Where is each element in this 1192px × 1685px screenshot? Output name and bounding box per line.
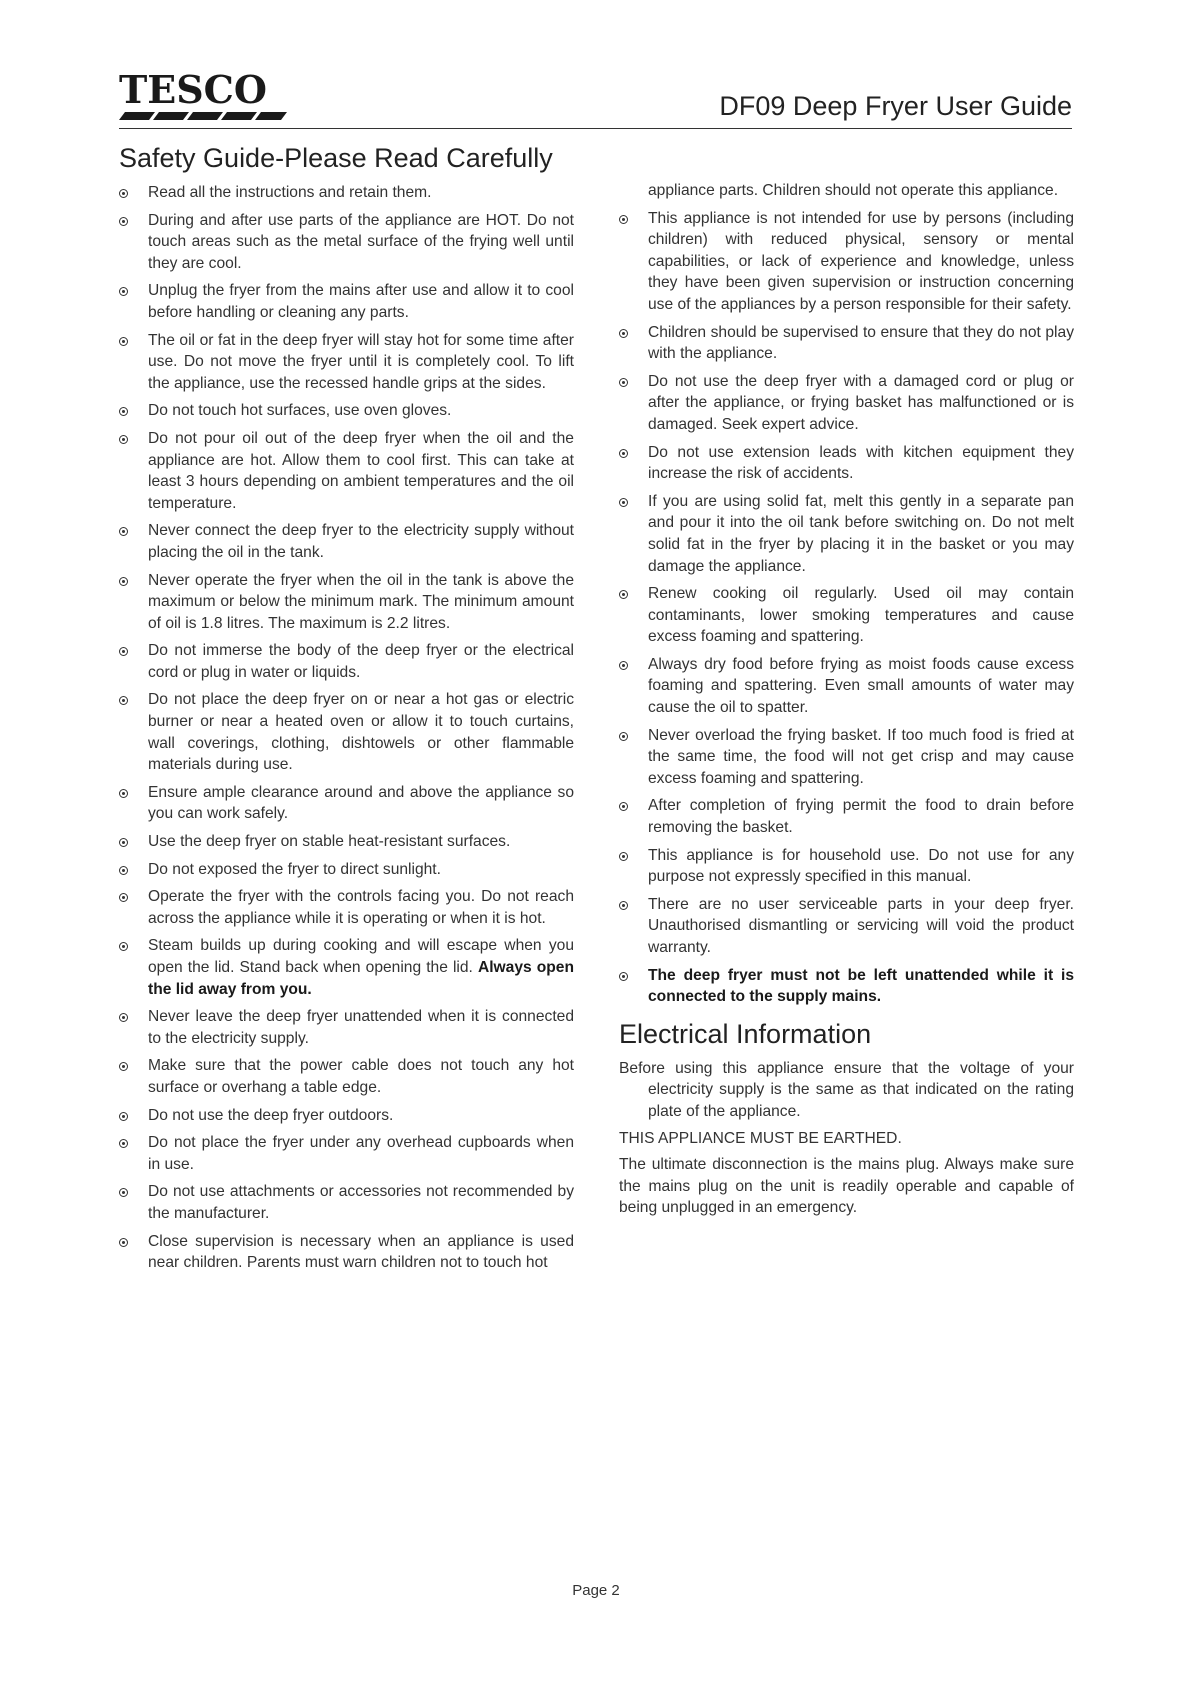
safety-item-continued: appliance parts. Children should not operate this appliance. (648, 182, 1059, 199)
bullet-icon (619, 852, 628, 861)
safety-item: Never operate the fryer when the oil in the tank is above the maximum or below the minimum mark. The minimum amount of oil is 1.8 litres. The maximum is 2.2 litres. (119, 570, 574, 635)
bullet-icon (619, 378, 628, 387)
bullet-icon (119, 287, 128, 296)
bullet-icon (119, 838, 128, 847)
safety-item: Do not exposed the fryer to direct sunlight. (119, 859, 574, 881)
bullet-icon (619, 498, 628, 507)
bullet-icon (619, 329, 628, 338)
tesco-logo (119, 67, 289, 120)
bullet-icon (119, 1013, 128, 1022)
safety-item: There are no user serviceable parts in your deep fryer. Unauthorised dismantling or servicing will void the product warranty. (619, 894, 1074, 959)
safety-list-left (119, 182, 574, 1274)
bullet-icon (119, 189, 128, 198)
safety-item: Do not pour oil out of the deep fryer when the oil and the appliance are hot. Allow them to cool first. This can take at least 3 hours depending on ambient temperatures and the oil temperature. (119, 428, 574, 514)
bullet-icon (619, 215, 628, 224)
bullet-icon (119, 866, 128, 875)
bullet-icon (619, 901, 628, 910)
bullet-icon (119, 696, 128, 705)
safety-item: After completion of frying permit the food to drain before removing the basket. (619, 795, 1074, 838)
bullet-icon (619, 449, 628, 458)
safety-item: This appliance is not intended for use by persons (including children) with reduced physical, sensory or mental capabilities, or lack of experience and knowledge, unless they have been given supervision or instruction concerning use of the appliances by a person responsible for their safety. (619, 208, 1074, 316)
bullet-icon (619, 590, 628, 599)
safety-guide-heading: Safety Guide-Please Read Carefully (119, 143, 553, 173)
safety-item: Children should be supervised to ensure that they do not play with the appliance. (619, 322, 1074, 365)
bullet-icon (119, 1238, 128, 1247)
electrical-info-heading: Electrical Information (619, 1018, 872, 1049)
safety-item: Do not immerse the body of the deep fryer or the electrical cord or plug in water or liquids. (119, 640, 574, 683)
bullet-icon (619, 972, 628, 981)
bullet-icon (119, 893, 128, 902)
page-header (119, 67, 1072, 129)
safety-item: During and after use parts of the appliance are HOT. Do not touch areas such as the metal surface of the frying well until they are cool. (119, 210, 574, 275)
disconnection-paragraph: The ultimate disconnection is the mains plug. Always make sure the mains plug on the unit is readily operable and capable of being unplugged in an emergency. (619, 1156, 1074, 1217)
safety-item: Operate the fryer with the controls facing you. Do not reach across the appliance while it is operating or when it is hot. (119, 886, 574, 929)
safety-item: Close supervision is necessary when an appliance is used near children. Parents must warn children not to touch hot (119, 1231, 574, 1274)
safety-item: If you are using solid fat, melt this gently in a separate pan and pour it into the oil tank before switching on. Do not melt solid fat in the fryer by placing it in the basket or you may damage the appliance. (619, 491, 1074, 577)
safety-item: Never leave the deep fryer unattended when it is connected to the electricity supply. (119, 1006, 574, 1049)
safety-item: Never connect the deep fryer to the electricity supply without placing the oil in the tank. (119, 520, 574, 563)
safety-item: Make sure that the power cable does not touch any hot surface or overhang a table edge. (119, 1055, 574, 1098)
safety-item: Do not use the deep fryer with a damaged cord or plug or after the appliance, or frying basket has malfunctioned or is damaged. Seek expert advice. (619, 371, 1074, 436)
logo-wordmark: TESCO (119, 67, 268, 112)
safety-item: Do not use extension leads with kitchen equipment they increase the risk of accidents. (619, 442, 1074, 485)
safety-item: This appliance is for household use. Do not use for any purpose not expressly specified in this manual. (619, 845, 1074, 888)
electrical-voltage-paragraph: Before using this appliance ensure that the voltage of your electricity supply is the same as that indicated on the rating plate of the appliance. (619, 1059, 1074, 1120)
safety-item-steam: Steam builds up during cooking and will escape when you open the lid. Stand back when opening the lid. Always open the lid away from you. (119, 935, 574, 1000)
safety-list-right (619, 208, 1074, 1008)
bullet-icon (619, 661, 628, 670)
bullet-icon (119, 942, 128, 951)
safety-item: Use the deep fryer on stable heat-resistant surfaces. (119, 831, 574, 853)
safety-item: Do not touch hot surfaces, use oven gloves. (119, 400, 574, 422)
bullet-icon (119, 337, 128, 346)
page-number: Page 2 (572, 1582, 620, 1599)
safety-item: Unplug the fryer from the mains after use and allow it to cool before handling or cleaning any parts. (119, 280, 574, 323)
bullet-icon (119, 435, 128, 444)
safety-item: Do not place the deep fryer on or near a hot gas or electric burner or near a heated oven or allow it to touch curtains, wall coverings, clothing, dishtowels or other flammable materials during use. (119, 689, 574, 775)
safety-item: Ensure ample clearance around and above the appliance so you can work safely. (119, 782, 574, 825)
logo-stripes (119, 112, 287, 120)
bullet-icon (619, 802, 628, 811)
right-column (619, 180, 1074, 1224)
safety-item: The oil or fat in the deep fryer will stay hot for some time after use. Do not move the fryer until it is completely cool. To lift the appliance, use the recessed handle grips at the sides. (119, 330, 574, 395)
bullet-icon (119, 647, 128, 656)
bullet-icon (119, 527, 128, 536)
bullet-icon (619, 732, 628, 741)
bullet-icon (119, 407, 128, 416)
safety-item: Do not place the fryer under any overhead cupboards when in use. (119, 1132, 574, 1175)
safety-item: Renew cooking oil regularly. Used oil may contain contaminants, lower smoking temperatures and cause excess foaming and spattering. (619, 583, 1074, 648)
document-title: DF09 Deep Fryer User Guide (719, 91, 1072, 121)
safety-item: Always dry food before frying as moist foods cause excess foaming and spattering. Even small amounts of water may cause the oil to spatter. (619, 654, 1074, 719)
bullet-icon (119, 1139, 128, 1148)
bullet-icon (119, 1062, 128, 1071)
bullet-icon (119, 1112, 128, 1121)
bullet-icon (119, 789, 128, 798)
safety-item: Never overload the frying basket. If too much food is fried at the same time, the food will not get crisp and may cause excess foaming and spattering. (619, 725, 1074, 790)
safety-item: Do not use attachments or accessories not recommended by the manufacturer. (119, 1181, 574, 1224)
left-column (119, 140, 574, 1280)
steam-warning-bold: Always open the lid away from you. (148, 959, 575, 998)
safety-item: Do not use the deep fryer outdoors. (119, 1105, 574, 1127)
bullet-icon (119, 1188, 128, 1197)
earthed-notice: THIS APPLIANCE MUST BE EARTHED. (619, 1129, 902, 1147)
bullet-icon (119, 577, 128, 586)
bullet-icon (119, 217, 128, 226)
safety-item-unattended-warning: The deep fryer must not be left unattended while it is connected to the supply mains. (619, 965, 1074, 1008)
safety-item: Read all the instructions and retain them. (119, 182, 574, 204)
